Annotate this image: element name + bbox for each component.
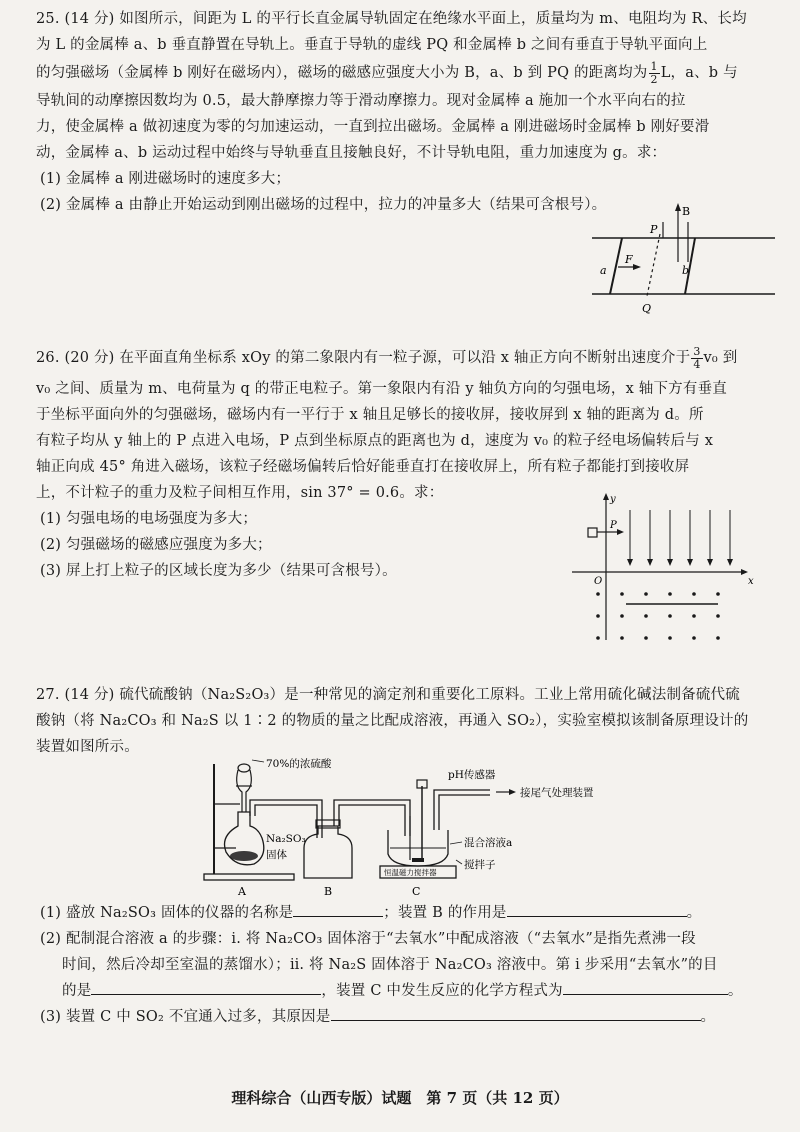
q27-sub1-text: 。 xyxy=(686,905,702,921)
q27-sub2-text: 。 xyxy=(727,983,743,999)
label-conc-sulfuric-acid: 70%的浓硫酸 xyxy=(266,758,332,770)
q25-line: 导轨间的动摩擦因数均为 0.5，最大静摩擦力等于滑动摩擦力。现对金属棒 a 施加一个水平向右的拉 xyxy=(36,93,686,109)
q27-subquestion-1 xyxy=(36,900,760,926)
label-p: P xyxy=(610,520,617,531)
label-tail-gas: 接尾气处理装置 xyxy=(520,787,594,799)
question-27-parts xyxy=(36,900,760,1030)
q27-line: 装置如图所示。 xyxy=(36,739,139,755)
q25-line-text: 的匀强磁场（金属棒 b 刚好在磁场内），磁场的磁感应强度大小为 B，a、b 到 PQ 的距离均为 xyxy=(36,65,648,81)
na2so3-solid xyxy=(230,851,258,861)
arrowhead-icon xyxy=(675,203,681,211)
arrowhead-icon xyxy=(617,529,624,535)
label-solid: 固体 xyxy=(266,849,287,861)
fraction-denominator: 4 xyxy=(693,357,701,371)
q25-subquestion-2: (2) 金属棒 a 由静止开始运动到刚出磁场的过程中，拉力的冲量多大（结果可含根号）。 xyxy=(40,197,607,213)
q27-line: 27. (14 分) 硫代硫酸钠（Na₂S₂O₃）是一种常见的滴定剂和重要化工原料。工业上常用硫化碱法制备硫代硫 xyxy=(36,687,740,703)
answer-blank[interactable] xyxy=(507,900,687,917)
label-stir-bar: 搅拌子 xyxy=(464,859,496,871)
fraction-numerator: 3 xyxy=(693,344,701,358)
q25-line-text: L，a、b 与 xyxy=(660,65,738,81)
leader-line xyxy=(456,860,462,864)
particle-source xyxy=(588,528,597,537)
q27-subquestion-2-line xyxy=(36,978,760,1004)
dropping-funnel xyxy=(237,770,252,812)
q26-line: 轴正向成 45° 角进入磁场，该粒子经磁场偏转后恰好能垂直打在接收屏上，所有粒子都能打到接收屏 xyxy=(36,459,690,475)
q25-line: 动，金属棒 a、b 运动过程中始终与导轨垂直且接触良好，不计导轨电阻，重力加速度为 g。求： xyxy=(36,145,667,161)
rod-a xyxy=(610,238,622,294)
magnetic-field-dots xyxy=(596,592,720,640)
q27-subquestion-2-line: (2) 配制混合溶液 a 的步骤：ⅰ. 将 Na₂CO₃ 固体溶于“去氧水”中配成溶液（“去氧水”是指先煮沸一段 xyxy=(40,931,696,947)
q27-sub3-text: (3) 装置 C 中 SO₂ 不宜通入过多，其原因是 xyxy=(40,1009,331,1025)
fraction-numerator: 1 xyxy=(650,59,658,73)
label-b-field: B xyxy=(682,205,691,218)
stand-base xyxy=(204,874,294,880)
q26-subquestion-3: (3) 屏上打上粒子的区域长度为多少（结果可含根号）。 xyxy=(40,563,397,579)
line-pq xyxy=(647,234,660,296)
label-ph-sensor: pH传感器 xyxy=(448,769,496,781)
page-footer: 理科综合（山西专版）试题 第 7 页（共 12 页） xyxy=(231,1089,569,1107)
q25-line-with-fraction xyxy=(36,58,760,88)
q25-subquestion-1: (1) 金属棒 a 刚进磁场时的速度多大； xyxy=(40,171,291,187)
q26-line-text: v₀ 到 xyxy=(703,350,738,366)
q26-line-text: 26. (20 分) 在平面直角坐标系 xOy 的第二象限内有一粒子源，可以沿 x 轴正方向不断射出速度介于 xyxy=(36,350,691,366)
q26-subquestion-1: (1) 匀强电场的电场强度为多大； xyxy=(40,511,258,527)
q27-subquestion-2-line: 时间，然后冷却至室温的蒸馏水）；ⅱ. 将 Na₂S 固体溶于 Na₂CO₃ 溶液中。第 ⅰ 步采用“去氧水”的目 xyxy=(62,957,718,973)
q27-apparatus-figure xyxy=(200,756,640,898)
answer-blank[interactable] xyxy=(91,978,321,995)
answer-blank[interactable] xyxy=(563,978,728,995)
q27-line: 酸钠（将 Na₂CO₃ 和 Na₂S 以 1∶2 的物质的量之比配成溶液，再通入 SO₂），实验室模拟该制备原理设计的 xyxy=(36,713,749,729)
tail-gas-tube-inner xyxy=(439,795,490,830)
answer-blank[interactable] xyxy=(293,900,383,917)
label-y: y xyxy=(610,494,616,505)
leader-line xyxy=(450,842,462,844)
q25-line: 为 L 的金属棒 a、b 垂直静置在导轨上。垂直于导轨的虚线 PQ 和金属棒 b 之间有垂直于导轨平面向上 xyxy=(36,37,708,53)
bottle-stopper xyxy=(316,820,340,828)
question-25 xyxy=(36,6,760,218)
label-na2so3: Na₂SO₃ xyxy=(266,833,306,845)
label-rod-b: b xyxy=(682,264,690,277)
q26-line: 上，不计粒子的重力及粒子间相互作用，sin 37° = 0.6。求： xyxy=(36,485,444,501)
q27-sub3-text: 。 xyxy=(700,1009,716,1025)
q26-line: 有粒子均从 y 轴上的 P 点进入电场，P 点到坐标原点的距离也为 d，速度为 v₀ 的粒子经电场偏转后与 x xyxy=(36,433,714,449)
fraction-one-half xyxy=(649,61,660,86)
q27-sub2-text: 的是 xyxy=(62,983,92,999)
arrowhead-icon xyxy=(741,569,748,575)
q27-sub1-text: ；装置 B 的作用是 xyxy=(383,905,507,921)
q27-sub1-text: (1) 盛放 Na₂SO₃ 固体的仪器的名称是 xyxy=(40,905,294,921)
label-f: F xyxy=(625,253,633,266)
stir-bar xyxy=(412,858,424,862)
label-mixed-solution: 混合溶液a xyxy=(464,837,513,849)
q27-subquestion-3 xyxy=(36,1004,760,1030)
label-apparatus-c: C xyxy=(412,885,421,898)
fraction-denominator: 2 xyxy=(650,72,658,86)
label-rod-a: a xyxy=(600,264,607,277)
question-27 xyxy=(36,682,760,760)
q26-line: v₀ 之间、质量为 m、电荷量为 q 的带正电粒子。第一象限内有沿 y 轴负方向的匀强电场，x 轴下方有垂直 xyxy=(36,381,727,397)
label-p: P xyxy=(650,223,658,236)
q25-line: 力，使金属棒 a 做初速度为零的匀加速运动，一直到拉出磁场。金属棒 a 刚进磁场时金属棒 b 刚好要滑 xyxy=(36,119,710,135)
q26-figure xyxy=(570,490,770,650)
label-apparatus-a: A xyxy=(238,885,246,898)
bottle-b xyxy=(304,826,352,878)
label-origin: O xyxy=(594,576,603,587)
q26-line-with-fraction xyxy=(36,340,760,376)
label-magnetic-stirrer: 恒温磁力搅拌器 xyxy=(384,868,437,877)
tail-gas-tube xyxy=(434,790,490,830)
arrowhead-icon xyxy=(509,789,516,795)
funnel-top xyxy=(238,764,250,772)
q25-line: 25. (14 分) 如图所示，间距为 L 的平行长直金属导轨固定在绝缘水平面上，质量均为 m、电阻均为 R、长均 xyxy=(36,11,747,27)
q26-subquestion-2: (2) 匀强磁场的磁感应强度为多大； xyxy=(40,537,272,553)
label-x: x xyxy=(748,576,754,587)
electric-field-lines xyxy=(627,510,733,566)
tube-b-c-inner xyxy=(339,805,405,836)
fraction-three-quarters xyxy=(691,346,702,371)
q25-figure xyxy=(590,200,790,320)
label-q: Q xyxy=(642,302,652,315)
q27-sub2-text: ，装置 C 中发生反应的化学方程式为 xyxy=(321,983,563,999)
leader-line xyxy=(252,760,264,762)
arrowhead-icon xyxy=(633,264,641,270)
arrowhead-icon xyxy=(603,493,609,500)
label-apparatus-b: B xyxy=(324,885,333,898)
q26-line: 于坐标平面向外的匀强磁场，磁场内有一平行于 x 轴且足够长的接收屏，接收屏到 x 轴的距离为 d。所 xyxy=(36,407,704,423)
answer-blank[interactable] xyxy=(331,1004,701,1021)
